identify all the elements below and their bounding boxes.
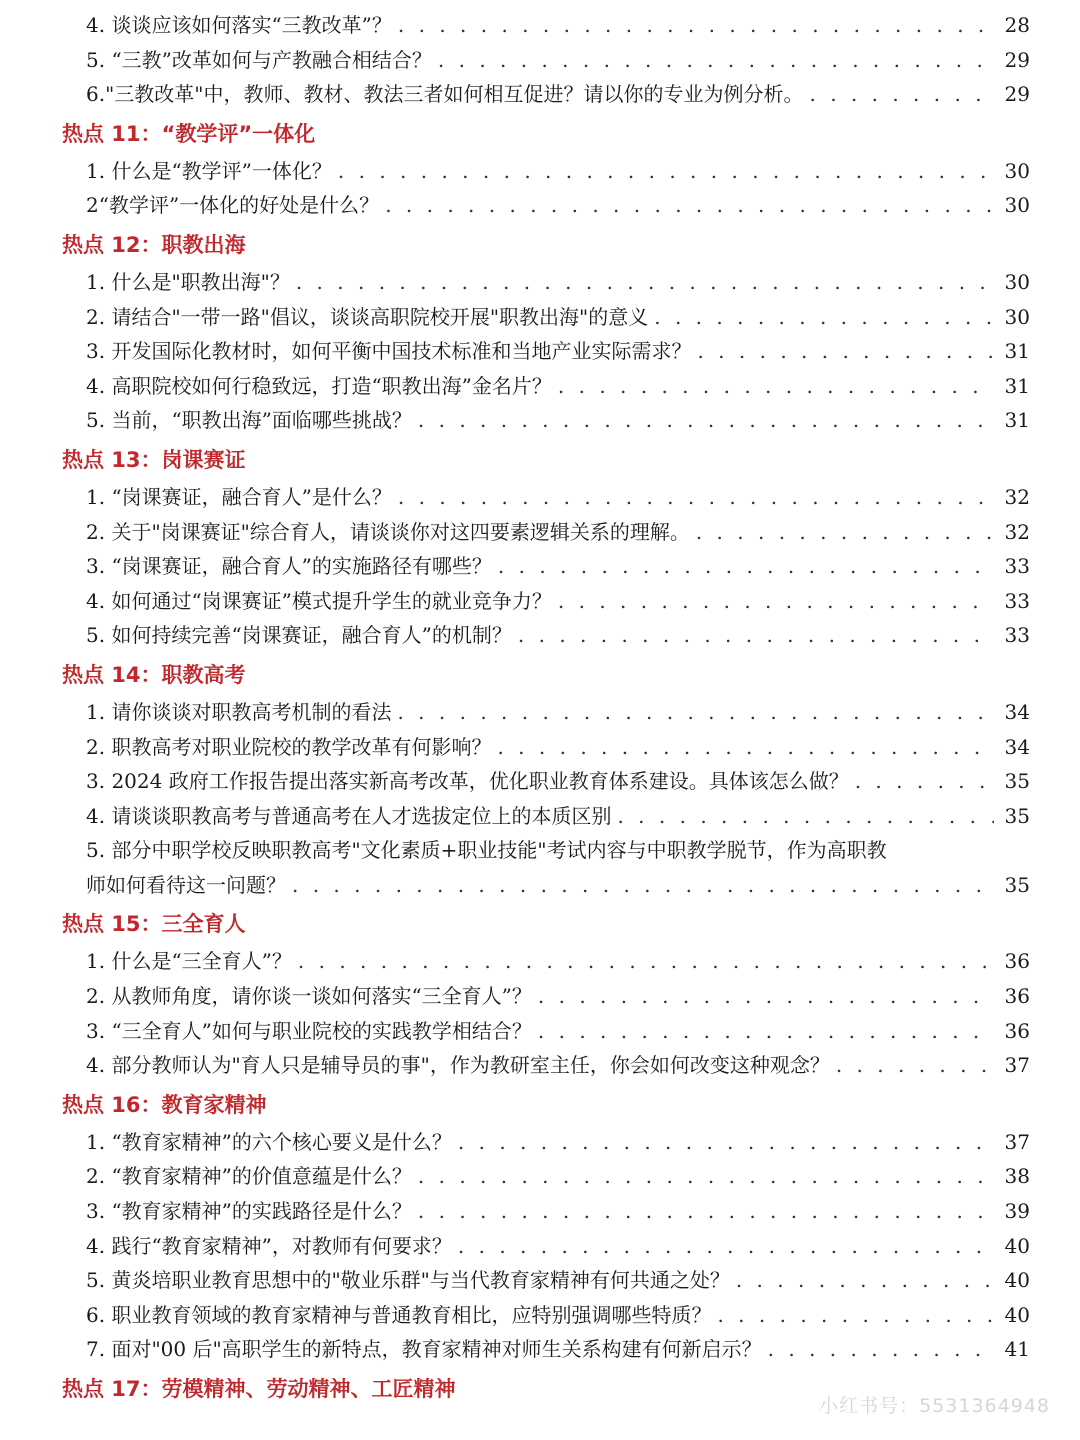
- dot-leader: [458, 1125, 994, 1160]
- page-number: 35: [1004, 769, 1030, 794]
- toc-entry[interactable]: [86, 1229, 1030, 1264]
- dot-leader: [338, 154, 994, 189]
- section-heading: 热点 14：职教高考: [62, 662, 246, 687]
- toc-entry-text: 1. “岗课赛证，融合育人”是什么？: [86, 484, 392, 509]
- dot-leader: [768, 1332, 994, 1367]
- page-number: 29: [1004, 47, 1030, 72]
- page-number: 37: [1004, 1129, 1030, 1154]
- toc-entry[interactable]: [86, 695, 1030, 730]
- toc-entry[interactable]: [86, 979, 1030, 1014]
- table-of-contents: [0, 8, 1080, 1409]
- toc-entry[interactable]: [86, 549, 1030, 584]
- page-number: 31: [1004, 339, 1030, 364]
- page-number: 41: [1004, 1337, 1030, 1362]
- dot-leader: [697, 334, 994, 369]
- toc-entry-text: 1. 什么是"职教出海"？: [86, 269, 290, 294]
- toc-entry[interactable]: [86, 944, 1030, 979]
- toc-section: [0, 1085, 1080, 1367]
- page-number: 40: [1004, 1302, 1030, 1327]
- page-number: 31: [1004, 408, 1030, 433]
- toc-entry-text: 5. “三教”改革如何与产教融合相结合？: [86, 47, 432, 72]
- dot-leader: [385, 188, 994, 223]
- toc-entry[interactable]: [86, 1048, 1030, 1083]
- toc-entry-text: 2. 从教师角度，请你谈一谈如何落实“三全育人”？: [86, 984, 532, 1009]
- toc-entry-text: 2. 职教高考对职业院校的教学改革有何影响？: [86, 734, 492, 759]
- toc-entry-text: 6."三教改革"中，教师、教材、教法三者如何相互促进？请以你的专业为例分析。: [86, 82, 804, 107]
- dot-leader: [855, 764, 994, 799]
- toc-entry[interactable]: [86, 369, 1030, 404]
- section-heading: 热点 11：“教学评”一体化: [62, 121, 316, 146]
- toc-entry-text: 3. “教育家精神”的实践路径是什么？: [86, 1199, 412, 1224]
- toc-entry[interactable]: [86, 730, 1030, 765]
- page-number: 34: [1004, 699, 1030, 724]
- toc-entry-text: 7. 面对"00 后"高职学生的新特点，教育家精神对师生关系构建有何新启示？: [86, 1337, 762, 1362]
- page-number: 30: [1004, 304, 1030, 329]
- dot-leader: [558, 369, 994, 404]
- toc-entry-text: 5. 黄炎培职业教育思想中的"敬业乐群"与当代教育家精神有何共通之处？: [86, 1268, 730, 1293]
- page-number: 37: [1004, 1053, 1030, 1078]
- toc-entry[interactable]: [86, 300, 1030, 335]
- toc-section: [0, 8, 1080, 112]
- page-number: 32: [1004, 484, 1030, 509]
- dot-leader: [654, 300, 994, 335]
- toc-entry-text: 2. 关于"岗课赛证"综合育人，请谈谈你对这四要素逻辑关系的理解。: [86, 519, 690, 544]
- section-heading: 热点 16：教育家精神: [62, 1092, 267, 1117]
- dot-leader: [736, 1263, 994, 1298]
- toc-entry[interactable]: [86, 334, 1030, 369]
- page-number: 29: [1004, 82, 1030, 107]
- toc-entry[interactable]: [86, 833, 1030, 902]
- dot-leader: [296, 265, 994, 300]
- dot-leader: [398, 8, 994, 43]
- dot-leader: [298, 944, 994, 979]
- toc-entry-text: 5. 如何持续完善“岗课赛证，融合育人”的机制？: [86, 623, 512, 648]
- toc-entry-text: 4. 践行“教育家精神”，对教师有何要求？: [86, 1233, 452, 1258]
- toc-entry-text: 2. 请结合"一带一路"倡议，谈谈高职院校开展"职教出海"的意义: [86, 304, 649, 329]
- toc-entry-text: 5. 部分中职学校反映职教高考"文化素质+职业技能"考试内容与中职教学脱节，作为高职教: [86, 838, 887, 863]
- dot-leader: [518, 618, 994, 653]
- page-number: 30: [1004, 158, 1030, 183]
- toc-entry[interactable]: [86, 188, 1030, 223]
- section-heading: 热点 13：岗课赛证: [62, 447, 246, 472]
- toc-entry-text: 5. 当前，“职教出海”面临哪些挑战？: [86, 408, 412, 433]
- dot-leader: [717, 1298, 994, 1333]
- dot-leader: [292, 868, 994, 903]
- toc-entry[interactable]: [86, 265, 1030, 300]
- dot-leader: [418, 403, 994, 438]
- toc-entry[interactable]: [86, 618, 1030, 653]
- page-number: 32: [1004, 519, 1030, 544]
- toc-entry[interactable]: [86, 43, 1030, 78]
- dot-leader: [538, 1014, 994, 1049]
- page-number: 33: [1004, 623, 1030, 648]
- dot-leader: [438, 43, 994, 78]
- page-number: 30: [1004, 269, 1030, 294]
- toc-entry[interactable]: [86, 584, 1030, 619]
- toc-entry[interactable]: [86, 1159, 1030, 1194]
- toc-entry[interactable]: [86, 1194, 1030, 1229]
- dot-leader: [498, 549, 994, 584]
- page-number: 35: [1004, 872, 1030, 897]
- page-number: 33: [1004, 588, 1030, 613]
- page-number: 33: [1004, 554, 1030, 579]
- toc-entry-text: 3. 2024 政府工作报告提出落实新高考改革，优化职业教育体系建设。具体该怎么做？: [86, 769, 849, 794]
- toc-entry[interactable]: [86, 1298, 1030, 1333]
- dot-leader: [558, 584, 994, 619]
- toc-entry-text: 2. “教育家精神”的价值意蕴是什么？: [86, 1164, 412, 1189]
- dot-leader: [397, 695, 994, 730]
- dot-leader: [497, 730, 994, 765]
- toc-section: [0, 904, 1080, 1082]
- toc-entry[interactable]: [86, 764, 1030, 799]
- page-number: 28: [1004, 13, 1030, 37]
- toc-entry-text: 3. “三全育人”如何与职业院校的实践教学相结合？: [86, 1018, 532, 1043]
- toc-entry-text: 1. 什么是“三全育人”？: [86, 949, 292, 974]
- toc-entry[interactable]: [86, 1332, 1030, 1367]
- page-number: 36: [1004, 949, 1030, 974]
- dot-leader: [538, 979, 994, 1014]
- dot-leader: [836, 1048, 994, 1083]
- toc-entry[interactable]: [86, 1014, 1030, 1049]
- toc-entry-text: 1. “教育家精神”的六个核心要义是什么？: [86, 1129, 452, 1154]
- page-number: 34: [1004, 734, 1030, 759]
- toc-entry[interactable]: [86, 515, 1030, 550]
- page-number: 40: [1004, 1233, 1030, 1258]
- dot-leader: [398, 480, 994, 515]
- toc-entry[interactable]: [86, 77, 1030, 112]
- toc-entry-text: 4. 谈谈应该如何落实“三教改革”？: [86, 13, 392, 37]
- toc-entry-text: 4. 部分教师认为"育人只是辅导员的事"，作为教研室主任，你会如何改变这种观念？: [86, 1053, 830, 1078]
- toc-entry[interactable]: [86, 799, 1030, 834]
- section-heading: 热点 17：劳模精神、劳动精神、工匠精神: [62, 1377, 456, 1401]
- page-number: 31: [1004, 373, 1030, 398]
- toc-entry-text: 4. 请谈谈职教高考与普通高考在人才选拔定位上的本质区别: [86, 803, 612, 828]
- toc-entry[interactable]: [86, 8, 1030, 43]
- page-number: 39: [1004, 1199, 1030, 1224]
- page-number: 40: [1004, 1268, 1030, 1293]
- page-number: 36: [1004, 984, 1030, 1009]
- toc-section: [0, 440, 1080, 653]
- dot-leader: [418, 1194, 994, 1229]
- toc-section: [0, 655, 1080, 903]
- toc-entry-text: 3. “岗课赛证，融合育人”的实施路径有哪些？: [86, 554, 492, 579]
- dot-leader: [617, 799, 994, 834]
- toc-entry-text: 2“教学评”一体化的好处是什么？: [86, 193, 380, 218]
- toc-entry-text: 3. 开发国际化教材时，如何平衡中国技术标准和当地产业实际需求？: [86, 339, 692, 364]
- toc-section: [0, 225, 1080, 438]
- page-number: 30: [1004, 193, 1030, 218]
- page-number: 35: [1004, 803, 1030, 828]
- watermark: 小红书号：5531364948: [819, 1395, 1050, 1417]
- toc-entry[interactable]: [86, 480, 1030, 515]
- toc-entry[interactable]: [86, 154, 1030, 189]
- page-number: 38: [1004, 1164, 1030, 1189]
- toc-entry-text-continued: 师如何看待这一问题？: [86, 872, 286, 897]
- toc-entry-text: 6. 职业教育领域的教育家精神与普通教育相比，应特别强调哪些特质？: [86, 1302, 712, 1327]
- toc-entry-text: 4. 如何通过“岗课赛证”模式提升学生的就业竞争力？: [86, 588, 552, 613]
- toc-section: [0, 114, 1080, 223]
- toc-entry[interactable]: [86, 403, 1030, 438]
- section-heading: 热点 12：职教出海: [62, 232, 246, 257]
- toc-entry-text: 1. 请你谈谈对职教高考机制的看法: [86, 699, 392, 724]
- section-heading: 热点 15：三全育人: [62, 912, 246, 937]
- toc-entry[interactable]: [86, 1125, 1030, 1160]
- toc-entry-text: 4. 高职院校如何行稳致远，打造“职教出海”金名片？: [86, 373, 552, 398]
- dot-leader: [809, 77, 994, 112]
- dot-leader: [696, 515, 994, 550]
- toc-entry[interactable]: [86, 1263, 1030, 1298]
- dot-leader: [418, 1159, 994, 1194]
- dot-leader: [458, 1229, 994, 1264]
- page-number: 36: [1004, 1018, 1030, 1043]
- toc-entry-text: 1. 什么是“教学评”一体化？: [86, 158, 332, 183]
